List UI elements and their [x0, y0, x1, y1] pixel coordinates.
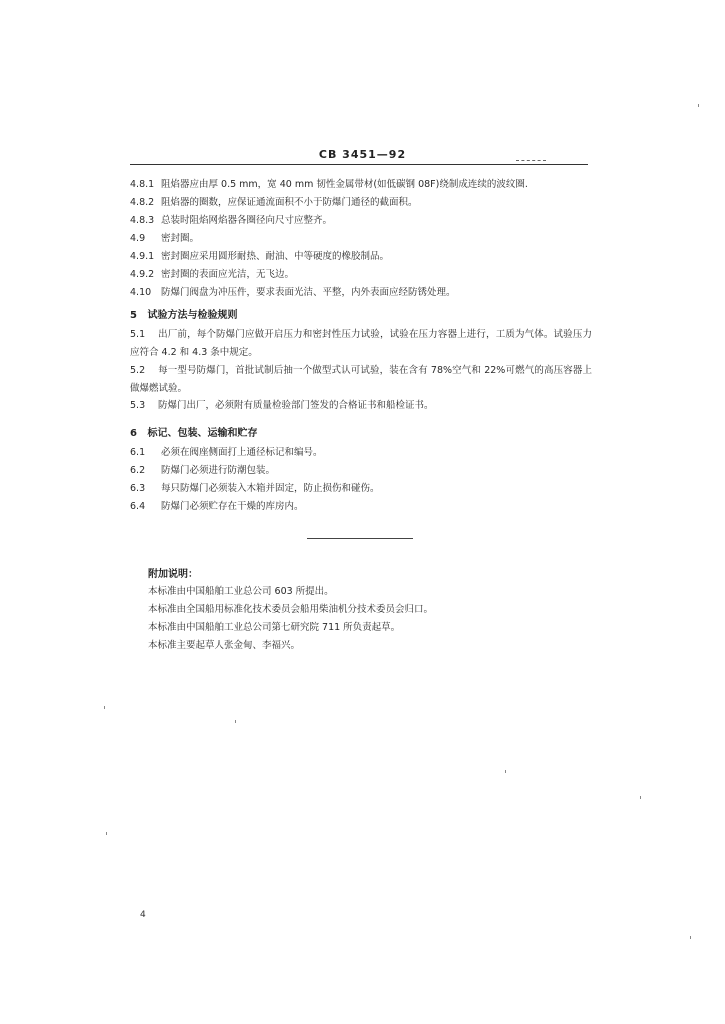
section-title: 标记、包装、运输和贮存: [147, 428, 258, 439]
scan-speck: [698, 104, 699, 107]
scan-speck: [104, 706, 105, 709]
scan-speck: [505, 770, 506, 773]
note-line: 本标准主要起草人张金甸、李福兴。: [148, 640, 301, 651]
clause-text: 总装时阻焰网焰器各圈径向尺寸应整齐。: [161, 215, 333, 226]
clause-text: 每一型号防爆门，首批试制后抽一个做型式认可试验，装在含有 78%空气和 22%可燃气的高压容器上做爆燃试验。: [130, 365, 592, 394]
clause-5-2: [130, 362, 592, 398]
clause-text: 密封圈的表面应光洁，无飞边。: [161, 269, 295, 280]
clause-4-8-1: [130, 178, 528, 191]
clause-number: 4.9.2: [130, 269, 155, 280]
clause-number: 4.8.1: [130, 179, 155, 190]
clause-number: 6.2: [130, 465, 146, 476]
clause-text: 防爆门必须进行防潮包装。: [161, 465, 276, 476]
clause-text: 防爆门出厂，必须附有质量检验部门签发的合格证书和船检证书。: [158, 400, 434, 411]
clause-6-3: [130, 482, 380, 495]
section-5-heading: [130, 306, 237, 321]
clause-4-9-1: [130, 250, 389, 263]
clause-4-10: [130, 286, 456, 299]
clause-number: 4.8.3: [130, 215, 155, 226]
clause-number: 4.10: [130, 287, 152, 298]
section-6-heading: [130, 424, 257, 439]
clause-text: 密封圈应采用圆形耐热、耐油、中等硬度的橡胶制品。: [161, 251, 390, 262]
clause-number: 4.9: [130, 233, 146, 244]
clause-text: 防爆门必须贮存在干燥的库房内。: [161, 501, 304, 512]
clause-4-8-2: [130, 196, 418, 209]
clause-number: 4.9.1: [130, 251, 155, 262]
clause-text: 防爆门阀盘为冲压件，要求表面光洁、平整，内外表面应经防锈处理。: [161, 287, 456, 298]
end-rule: [307, 538, 413, 539]
standard-code-header: CB 3451—92: [318, 148, 407, 161]
clause-5-1: [130, 326, 592, 362]
clause-6-2: [130, 464, 275, 477]
clause-number: 4.8.2: [130, 197, 155, 208]
scan-speck: [690, 936, 691, 939]
page-number: 4: [140, 910, 146, 920]
clause-text: 必须在阀座侧面打上通径标记和编号。: [161, 447, 323, 458]
clause-number: 5.3: [130, 400, 146, 411]
note-line: 本标准由中国船舶工业总公司第七研究院 711 所负责起草。: [148, 622, 401, 633]
clause-4-8-3: [130, 214, 332, 227]
clause-6-1: [130, 446, 323, 459]
header-rule: [130, 164, 588, 165]
section-number: 6: [130, 428, 137, 439]
note-line: 本标准由中国船舶工业总公司 603 所提出。: [148, 586, 334, 597]
scan-speck: [235, 720, 236, 723]
clause-5-3: [130, 397, 592, 415]
scan-speck: [106, 832, 107, 835]
clause-text: 阻焰器应由厚 0.5 mm，宽 40 mm 韧性金属带材(如低碳钢 08F)绕制成连续的波纹圈.: [161, 179, 528, 190]
clause-number: 6.3: [130, 483, 146, 494]
clause-text: 阻焰器的圈数，应保证通流面积不小于防爆门通径的截面积。: [161, 197, 418, 208]
clause-number: 5.1: [130, 329, 146, 340]
note-line: 本标准由全国船用标准化技术委员会船用柴油机分技术委员会归口。: [148, 604, 434, 615]
scan-speck: [640, 796, 641, 799]
clause-text: 出厂前，每个防爆门应做开启压力和密封性压力试验，试验在压力容器上进行，工质为气体。试验压力应符合 4.2 和 4.3 条中规定。: [130, 329, 592, 358]
clause-text: 密封圈。: [161, 233, 200, 244]
clause-4-9: [130, 232, 199, 245]
clause-number: 6.4: [130, 501, 146, 512]
clause-4-9-2: [130, 268, 294, 281]
section-title: 试验方法与检验规则: [147, 310, 238, 321]
clause-number: 6.1: [130, 447, 146, 458]
notes-title: 附加说明：: [148, 569, 198, 580]
clause-6-4: [130, 500, 304, 513]
header-rule-dash: [516, 160, 546, 161]
clause-text: 每只防爆门必须装入木箱并固定，防止损伤和碰伤。: [161, 483, 380, 494]
section-number: 5: [130, 310, 137, 321]
clause-number: 5.2: [130, 365, 146, 376]
